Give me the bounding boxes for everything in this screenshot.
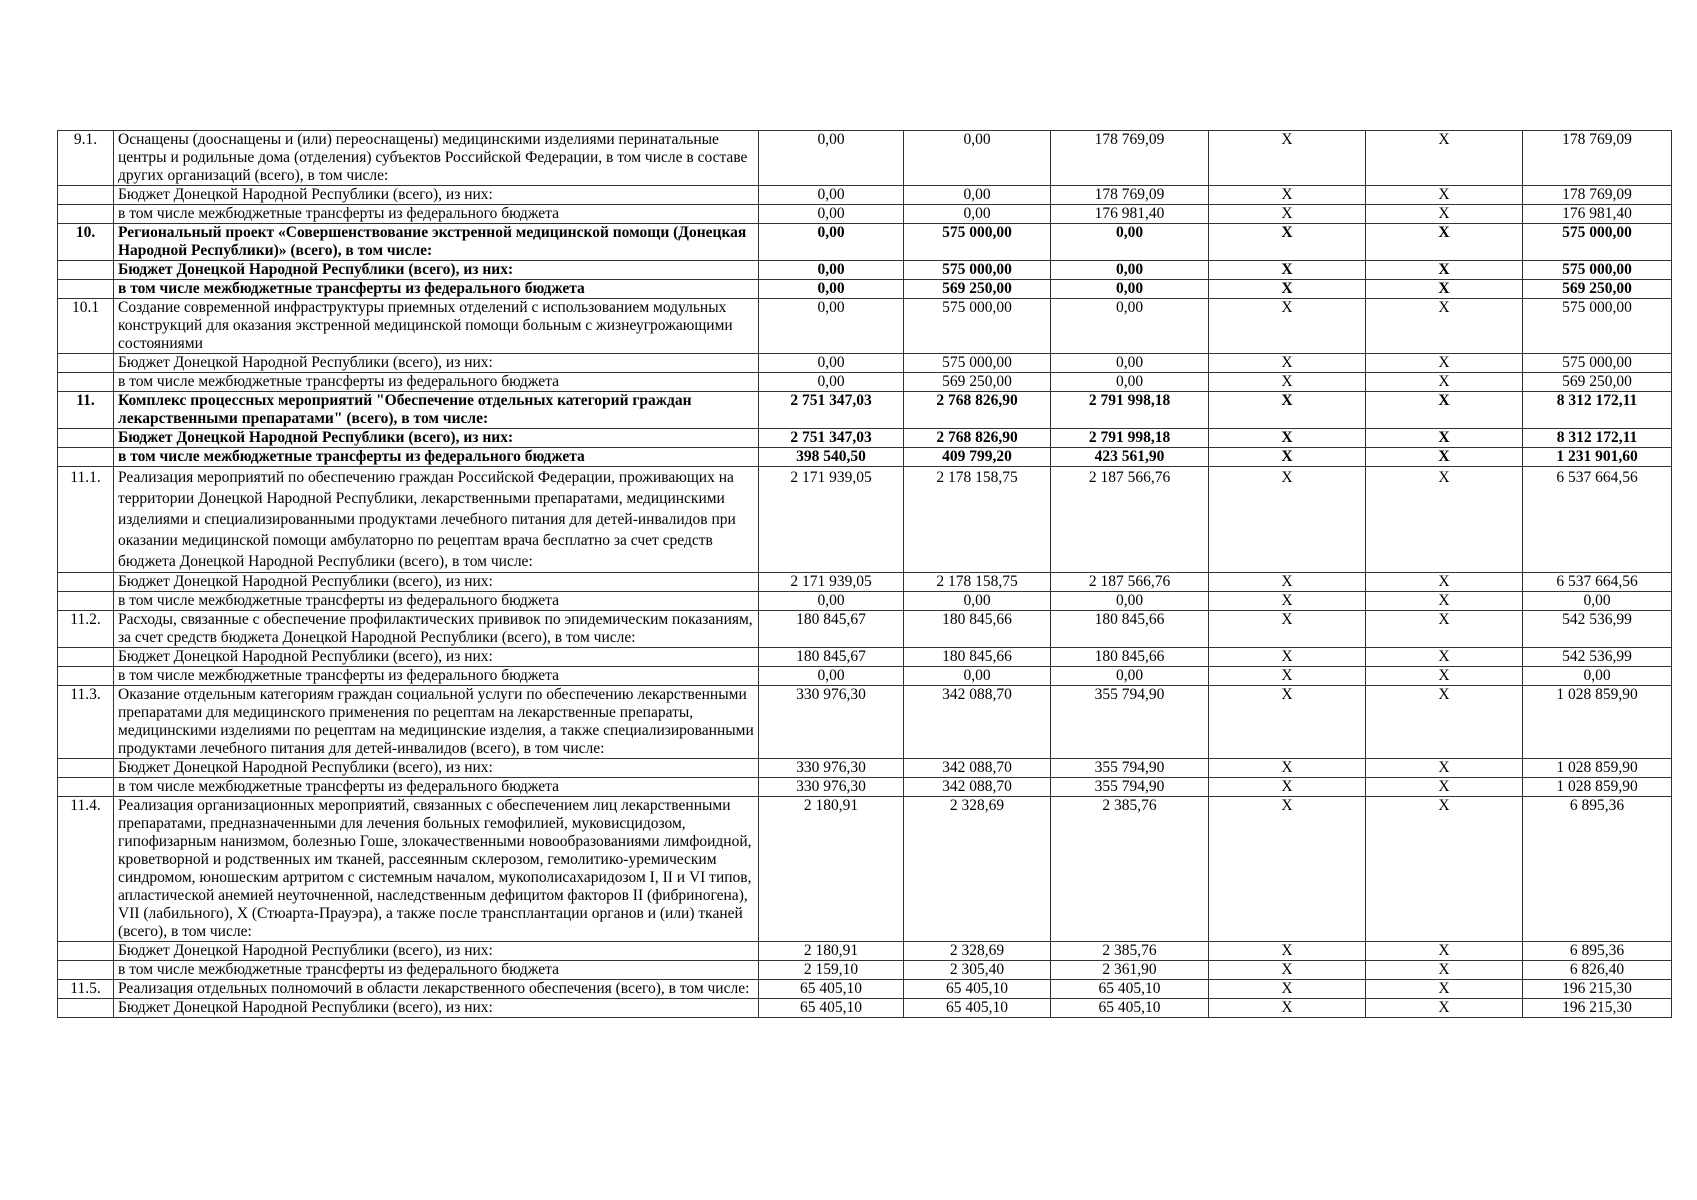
value-col-2: 575 000,00 [904, 261, 1051, 280]
value-col-3: 355 794,90 [1051, 759, 1209, 778]
value-col-1: 0,00 [759, 261, 904, 280]
value-col-3: 178 769,09 [1051, 131, 1209, 186]
value-col-3: 2 187 566,76 [1051, 573, 1209, 592]
value-col-3: 2 385,76 [1051, 797, 1209, 942]
row-description: в том числе межбюджетные трансферты из федерального бюджета [114, 961, 759, 980]
value-col-5: X [1366, 573, 1523, 592]
row-number: 11.5. [58, 980, 114, 999]
value-col-1: 0,00 [759, 373, 904, 392]
table-row [58, 392, 1672, 429]
value-col-2: 2 178 158,75 [904, 573, 1051, 592]
table-row [58, 205, 1672, 224]
value-col-4: X [1209, 797, 1366, 942]
value-col-3: 423 561,90 [1051, 448, 1209, 467]
value-total: 0,00 [1523, 667, 1672, 686]
row-number [58, 942, 114, 961]
value-col-4: X [1209, 392, 1366, 429]
row-number [58, 778, 114, 797]
value-col-3: 2 187 566,76 [1051, 467, 1209, 573]
value-col-3: 0,00 [1051, 299, 1209, 354]
value-col-1: 65 405,10 [759, 980, 904, 999]
value-col-2: 0,00 [904, 186, 1051, 205]
value-col-1: 330 976,30 [759, 686, 904, 759]
row-number [58, 373, 114, 392]
value-col-1: 2 159,10 [759, 961, 904, 980]
value-col-4: X [1209, 261, 1366, 280]
value-col-1: 180 845,67 [759, 611, 904, 648]
row-description: Бюджет Донецкой Народной Республики (всего), из них: [114, 942, 759, 961]
value-col-2: 180 845,66 [904, 611, 1051, 648]
row-number [58, 648, 114, 667]
table-row [58, 280, 1672, 299]
value-col-4: X [1209, 611, 1366, 648]
value-col-2: 575 000,00 [904, 299, 1051, 354]
value-col-3: 65 405,10 [1051, 999, 1209, 1018]
row-number [58, 261, 114, 280]
value-col-2: 0,00 [904, 205, 1051, 224]
value-col-2: 2 768 826,90 [904, 429, 1051, 448]
value-col-5: X [1366, 429, 1523, 448]
value-col-1: 0,00 [759, 299, 904, 354]
value-col-2: 569 250,00 [904, 280, 1051, 299]
value-col-3: 0,00 [1051, 373, 1209, 392]
value-col-4: X [1209, 980, 1366, 999]
table-row [58, 448, 1672, 467]
value-total: 6 895,36 [1523, 942, 1672, 961]
value-col-2: 569 250,00 [904, 373, 1051, 392]
value-total: 178 769,09 [1523, 131, 1672, 186]
row-description: в том числе межбюджетные трансферты из федерального бюджета [114, 205, 759, 224]
value-col-3: 0,00 [1051, 592, 1209, 611]
value-total: 196 215,30 [1523, 980, 1672, 999]
row-description: Создание современной инфраструктуры приемных отделений с использованием модульных конструкций для оказания экстренной медицинской помощи больным с жизнеугрожающими состояниями [114, 299, 759, 354]
value-col-1: 330 976,30 [759, 778, 904, 797]
table-row [58, 373, 1672, 392]
row-description: Реализация отдельных полномочий в области лекарственного обеспечения (всего), в том числе: [114, 980, 759, 999]
table-row [58, 961, 1672, 980]
value-col-1: 0,00 [759, 186, 904, 205]
value-col-2: 575 000,00 [904, 224, 1051, 261]
value-col-3: 0,00 [1051, 261, 1209, 280]
value-col-4: X [1209, 373, 1366, 392]
value-col-3: 0,00 [1051, 667, 1209, 686]
row-number: 11.1. [58, 467, 114, 573]
value-col-5: X [1366, 392, 1523, 429]
row-description: Реализация организационных мероприятий, связанных с обеспечением лиц лекарственными препаратами, предназначенными для лечения больных гемофилией, муковисцидозом, гипофизарным нанизмом, болезнью Гоше, злокачественными новообразованиями лимфоидной, кроветворной и родственных им тканей, рассеянным склерозом, гемолитико-уремическим синдромом, юношеским артритом с системным началом, мукополисахаридозом I, II и VI типов, апластической анемией неуточненной, наследственным дефицитом факторов II (фибриногена), VII (лабильного), X (Стюарта-Прауэра), а также после трансплантации органов и (или) тканей (всего), в том числе: [114, 797, 759, 942]
row-number: 11.4. [58, 797, 114, 942]
value-col-1: 0,00 [759, 131, 904, 186]
value-col-5: X [1366, 354, 1523, 373]
value-total: 176 981,40 [1523, 205, 1672, 224]
table-row [58, 261, 1672, 280]
value-col-5: X [1366, 667, 1523, 686]
row-description: в том числе межбюджетные трансферты из федерального бюджета [114, 778, 759, 797]
row-description: Бюджет Донецкой Народной Республики (всего), из них: [114, 999, 759, 1018]
value-total: 8 312 172,11 [1523, 429, 1672, 448]
row-number [58, 999, 114, 1018]
value-col-5: X [1366, 980, 1523, 999]
row-number [58, 667, 114, 686]
value-total: 569 250,00 [1523, 373, 1672, 392]
value-total: 575 000,00 [1523, 299, 1672, 354]
value-col-4: X [1209, 686, 1366, 759]
value-total: 6 537 664,56 [1523, 467, 1672, 573]
value-col-5: X [1366, 224, 1523, 261]
value-col-4: X [1209, 205, 1366, 224]
table-row [58, 186, 1672, 205]
table-row [58, 999, 1672, 1018]
value-col-5: X [1366, 686, 1523, 759]
value-col-4: X [1209, 648, 1366, 667]
value-total: 542 536,99 [1523, 611, 1672, 648]
value-col-4: X [1209, 759, 1366, 778]
value-col-4: X [1209, 280, 1366, 299]
value-col-1: 0,00 [759, 354, 904, 373]
value-col-4: X [1209, 999, 1366, 1018]
value-col-5: X [1366, 299, 1523, 354]
budget-table [57, 130, 1672, 1018]
row-number [58, 592, 114, 611]
value-col-1: 0,00 [759, 224, 904, 261]
value-col-4: X [1209, 667, 1366, 686]
value-col-4: X [1209, 186, 1366, 205]
value-col-4: X [1209, 224, 1366, 261]
value-total: 569 250,00 [1523, 280, 1672, 299]
value-total: 1 028 859,90 [1523, 686, 1672, 759]
row-number [58, 448, 114, 467]
value-col-2: 0,00 [904, 131, 1051, 186]
value-col-5: X [1366, 961, 1523, 980]
table-row [58, 778, 1672, 797]
value-col-2: 342 088,70 [904, 686, 1051, 759]
row-description: в том числе межбюджетные трансферты из федерального бюджета [114, 448, 759, 467]
row-number: 9.1. [58, 131, 114, 186]
value-total: 0,00 [1523, 592, 1672, 611]
value-col-3: 2 791 998,18 [1051, 429, 1209, 448]
row-number [58, 759, 114, 778]
row-number: 11.3. [58, 686, 114, 759]
value-col-3: 180 845,66 [1051, 611, 1209, 648]
value-col-5: X [1366, 611, 1523, 648]
value-col-5: X [1366, 999, 1523, 1018]
row-description: в том числе межбюджетные трансферты из федерального бюджета [114, 280, 759, 299]
value-total: 178 769,09 [1523, 186, 1672, 205]
value-col-1: 0,00 [759, 592, 904, 611]
value-col-3: 180 845,66 [1051, 648, 1209, 667]
table-row [58, 299, 1672, 354]
row-number [58, 573, 114, 592]
value-col-1: 0,00 [759, 205, 904, 224]
value-col-5: X [1366, 205, 1523, 224]
table-row [58, 759, 1672, 778]
value-col-5: X [1366, 448, 1523, 467]
value-total: 1 028 859,90 [1523, 759, 1672, 778]
value-col-2: 2 178 158,75 [904, 467, 1051, 573]
row-number: 11.2. [58, 611, 114, 648]
row-description: Бюджет Донецкой Народной Республики (всего), из них: [114, 648, 759, 667]
value-col-3: 355 794,90 [1051, 778, 1209, 797]
value-col-1: 2 751 347,03 [759, 429, 904, 448]
table-row [58, 354, 1672, 373]
value-col-2: 2 768 826,90 [904, 392, 1051, 429]
table-row [58, 648, 1672, 667]
table-row [58, 686, 1672, 759]
row-description: Бюджет Донецкой Народной Республики (всего), из них: [114, 429, 759, 448]
value-col-1: 180 845,67 [759, 648, 904, 667]
value-col-5: X [1366, 467, 1523, 573]
value-col-4: X [1209, 467, 1366, 573]
row-number [58, 354, 114, 373]
value-col-4: X [1209, 573, 1366, 592]
table-row [58, 942, 1672, 961]
value-total: 6 826,40 [1523, 961, 1672, 980]
row-description: Бюджет Донецкой Народной Республики (всего), из них: [114, 759, 759, 778]
value-col-5: X [1366, 778, 1523, 797]
value-total: 575 000,00 [1523, 224, 1672, 261]
value-col-4: X [1209, 354, 1366, 373]
value-col-2: 0,00 [904, 667, 1051, 686]
table-row [58, 611, 1672, 648]
row-number: 10. [58, 224, 114, 261]
value-col-3: 2 385,76 [1051, 942, 1209, 961]
value-total: 1 231 901,60 [1523, 448, 1672, 467]
value-col-2: 0,00 [904, 592, 1051, 611]
value-col-5: X [1366, 797, 1523, 942]
table-row [58, 667, 1672, 686]
table-row [58, 573, 1672, 592]
row-number [58, 429, 114, 448]
row-description: Бюджет Донецкой Народной Республики (всего), из них: [114, 354, 759, 373]
value-col-2: 409 799,20 [904, 448, 1051, 467]
value-col-4: X [1209, 131, 1366, 186]
table-row [58, 429, 1672, 448]
table-row [58, 224, 1672, 261]
value-total: 6 537 664,56 [1523, 573, 1672, 592]
value-col-1: 0,00 [759, 667, 904, 686]
value-col-1: 398 540,50 [759, 448, 904, 467]
value-col-5: X [1366, 131, 1523, 186]
value-col-5: X [1366, 261, 1523, 280]
table-row [58, 467, 1672, 573]
value-total: 8 312 172,11 [1523, 392, 1672, 429]
value-col-5: X [1366, 942, 1523, 961]
value-total: 6 895,36 [1523, 797, 1672, 942]
value-total: 1 028 859,90 [1523, 778, 1672, 797]
value-col-1: 330 976,30 [759, 759, 904, 778]
value-col-4: X [1209, 942, 1366, 961]
value-col-4: X [1209, 592, 1366, 611]
value-col-2: 65 405,10 [904, 980, 1051, 999]
value-col-1: 0,00 [759, 280, 904, 299]
value-col-2: 180 845,66 [904, 648, 1051, 667]
value-col-1: 2 171 939,05 [759, 467, 904, 573]
value-total: 575 000,00 [1523, 261, 1672, 280]
row-number [58, 186, 114, 205]
row-number [58, 961, 114, 980]
value-col-2: 342 088,70 [904, 778, 1051, 797]
value-col-2: 342 088,70 [904, 759, 1051, 778]
value-col-2: 2 328,69 [904, 942, 1051, 961]
value-col-2: 2 305,40 [904, 961, 1051, 980]
value-col-3: 2 791 998,18 [1051, 392, 1209, 429]
value-col-4: X [1209, 429, 1366, 448]
value-col-1: 2 180,91 [759, 942, 904, 961]
row-description: в том числе межбюджетные трансферты из федерального бюджета [114, 373, 759, 392]
value-col-3: 0,00 [1051, 280, 1209, 299]
value-col-3: 2 361,90 [1051, 961, 1209, 980]
row-number: 10.1 [58, 299, 114, 354]
value-col-1: 2 171 939,05 [759, 573, 904, 592]
row-number [58, 280, 114, 299]
value-col-5: X [1366, 759, 1523, 778]
value-col-3: 65 405,10 [1051, 980, 1209, 999]
value-col-2: 2 328,69 [904, 797, 1051, 942]
value-col-2: 575 000,00 [904, 354, 1051, 373]
value-col-3: 0,00 [1051, 224, 1209, 261]
row-description: Бюджет Донецкой Народной Республики (всего), из них: [114, 573, 759, 592]
value-col-5: X [1366, 186, 1523, 205]
value-col-4: X [1209, 961, 1366, 980]
table-row [58, 131, 1672, 186]
value-col-2: 65 405,10 [904, 999, 1051, 1018]
value-col-4: X [1209, 299, 1366, 354]
table-row [58, 797, 1672, 942]
table-body [58, 131, 1672, 1018]
value-col-3: 0,00 [1051, 354, 1209, 373]
row-description: в том числе межбюджетные трансферты из федерального бюджета [114, 667, 759, 686]
row-description: Комплекс процессных мероприятий "Обеспечение отдельных категорий граждан лекарственными препаратами" (всего), в том числе: [114, 392, 759, 429]
value-col-1: 2 180,91 [759, 797, 904, 942]
table-row [58, 592, 1672, 611]
row-description: в том числе межбюджетные трансферты из федерального бюджета [114, 592, 759, 611]
row-description: Бюджет Донецкой Народной Республики (всего), из них: [114, 186, 759, 205]
value-col-3: 355 794,90 [1051, 686, 1209, 759]
value-col-4: X [1209, 448, 1366, 467]
row-description: Оказание отдельным категориям граждан социальной услуги по обеспечению лекарственными препаратами для медицинского применения по рецептам на лекарственные препараты, медицинскими изделиями по рецептам на медицинские изделия, а также специализированными продуктами лечебного питания для детей-инвалидов (всего), в том числе: [114, 686, 759, 759]
row-description: Реализация мероприятий по обеспечению граждан Российской Федерации, проживающих на территории Донецкой Народной Республики, лекарственными препаратами, медицинскими изделиями и специализированными продуктами лечебного питания для детей-инвалидов при оказании медицинской помощи амбулаторно по рецептам врача бесплатно за счет средств бюджета Донецкой Народной Республики (всего), в том числе: [114, 467, 759, 573]
table-row [58, 980, 1672, 999]
value-col-3: 176 981,40 [1051, 205, 1209, 224]
value-col-5: X [1366, 648, 1523, 667]
row-description: Бюджет Донецкой Народной Республики (всего), из них: [114, 261, 759, 280]
row-description: Оснащены (дооснащены и (или) переоснащены) медицинскими изделиями перинатальные центры и родильные дома (отделения) субъектов Российской Федерации, в том числе в составе других организаций (всего), в том числе: [114, 131, 759, 186]
value-total: 542 536,99 [1523, 648, 1672, 667]
value-col-5: X [1366, 280, 1523, 299]
row-number [58, 205, 114, 224]
value-total: 196 215,30 [1523, 999, 1672, 1018]
value-col-1: 2 751 347,03 [759, 392, 904, 429]
row-description: Расходы, связанные с обеспечение профилактических прививок по эпидемическим показаниям, за счет средств бюджета Донецкой Народной Республики (всего), в том числе: [114, 611, 759, 648]
value-total: 575 000,00 [1523, 354, 1672, 373]
value-col-4: X [1209, 778, 1366, 797]
value-col-5: X [1366, 592, 1523, 611]
value-col-3: 178 769,09 [1051, 186, 1209, 205]
row-number: 11. [58, 392, 114, 429]
row-description: Региональный проект «Совершенствование экстренной медицинской помощи (Донецкая Народной Республики)» (всего), в том числе: [114, 224, 759, 261]
value-col-1: 65 405,10 [759, 999, 904, 1018]
value-col-5: X [1366, 373, 1523, 392]
